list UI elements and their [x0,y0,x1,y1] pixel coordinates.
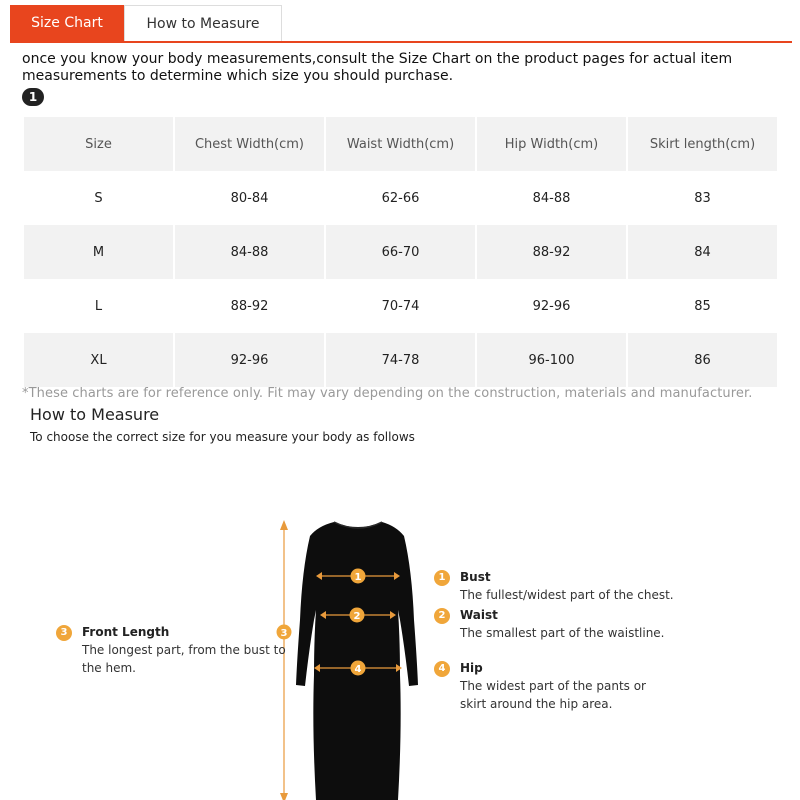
cell-chest: 84-88 [175,225,324,279]
front-length-badge: 3 [56,625,72,641]
tab-how-to-measure[interactable]: How to Measure [124,5,282,41]
cell-hip: 92-96 [477,279,626,333]
waist-title: Waist [460,608,498,622]
front-length-arrow-bottom [280,793,288,800]
cell-size: S [24,171,173,225]
hip-desc-1: The widest part of the pants or [460,679,646,693]
hip-title: Hip [460,661,483,675]
cell-waist: 74-78 [326,333,475,387]
front-length-desc-1: The longest part, from the bust to [82,643,286,657]
cell-skirt-length: 83 [628,171,777,225]
table-header-row [24,117,777,171]
hip-badge: 4 [434,661,450,677]
front-length-arrow-top [280,520,288,530]
bust-badge: 1 [434,570,450,586]
how-to-measure-heading: How to Measure [30,405,160,424]
cell-skirt-length: 86 [628,333,777,387]
header-hip: Hip Width(cm) [477,117,626,171]
waist-badge: 2 [434,608,450,624]
front-length-title: Front Length [82,625,170,639]
hip-marker-number: 4 [354,664,362,675]
tab-size-chart[interactable]: Size Chart [10,5,124,41]
cell-skirt-length: 85 [628,279,777,333]
cell-hip: 88-92 [477,225,626,279]
header-skirt-length: Skirt length(cm) [628,117,777,171]
waist-marker-number: 2 [353,611,361,622]
table-row [24,279,777,333]
table-row [24,171,777,225]
bust-marker-number: 1 [354,572,362,583]
hip-desc-2: skirt around the hip area. [460,697,613,711]
header-waist: Waist Width(cm) [326,117,475,171]
step-number-badge: 1 [22,88,44,106]
cell-chest: 92-96 [175,333,324,387]
cell-waist: 66-70 [326,225,475,279]
front-length-marker-number: 3 [280,628,288,639]
tab-bar [10,5,792,43]
how-to-measure-subtitle: To choose the correct size for you measure your body as follows [30,430,415,444]
size-chart-table [22,117,779,387]
disclaimer-note: *These charts are for reference only. Fit may vary depending on the construction, materials and manufacturer. [22,386,753,401]
bust-title: Bust [460,570,491,584]
table-row [24,333,777,387]
cell-waist: 62-66 [326,171,475,225]
cell-size: XL [24,333,173,387]
header-chest: Chest Width(cm) [175,117,324,171]
table-row [24,225,777,279]
cell-hip: 84-88 [477,171,626,225]
measurement-diagram [0,470,800,800]
cell-skirt-length: 84 [628,225,777,279]
cell-chest: 88-92 [175,279,324,333]
intro-text: once you know your body measurements,consult the Size Chart on the product pages for actual item measurements to determine which size you should purchase. [22,51,733,84]
cell-size: L [24,279,173,333]
cell-size: M [24,225,173,279]
cell-chest: 80-84 [175,171,324,225]
cell-hip: 96-100 [477,333,626,387]
header-size: Size [24,117,173,171]
front-length-desc-2: the hem. [82,661,136,675]
cell-waist: 70-74 [326,279,475,333]
bust-desc: The fullest/widest part of the chest. [460,588,674,602]
waist-desc: The smallest part of the waistline. [460,626,665,640]
